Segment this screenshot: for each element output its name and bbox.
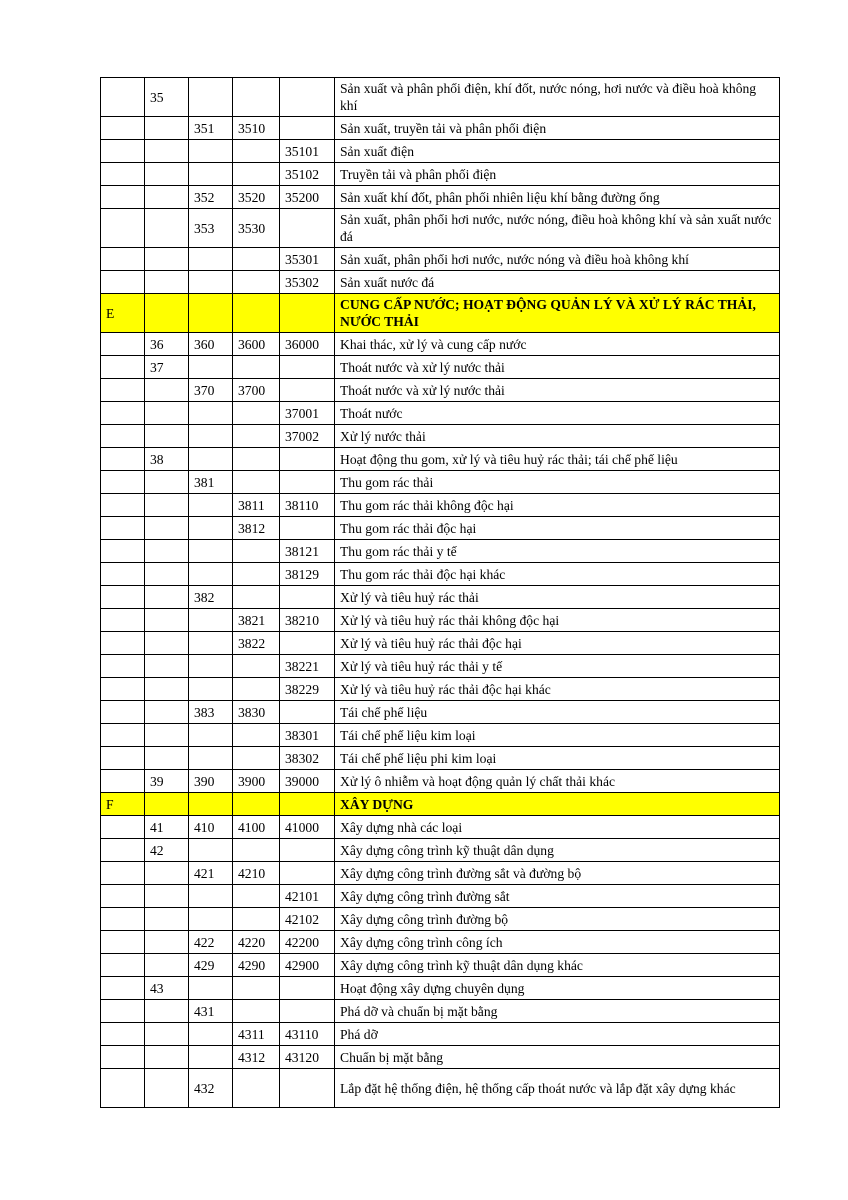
code-level-4-cell	[233, 163, 280, 186]
code-level-3-cell	[189, 1046, 233, 1069]
code-level-5-cell: 37002	[280, 425, 335, 448]
code-level-2-cell: 35	[145, 78, 189, 117]
code-level-4-cell	[233, 977, 280, 1000]
description-cell: Xử lý và tiêu huỷ rác thải độc hại	[335, 632, 780, 655]
description-cell: Xây dựng công trình kỹ thuật dân dụng	[335, 839, 780, 862]
code-level-5-cell	[280, 701, 335, 724]
code-level-1-cell	[101, 632, 145, 655]
code-level-3-cell	[189, 248, 233, 271]
code-level-4-cell: 3830	[233, 701, 280, 724]
code-level-2-cell: 39	[145, 770, 189, 793]
table-row	[101, 425, 780, 448]
code-level-5-cell: 38129	[280, 563, 335, 586]
code-level-3-cell	[189, 793, 233, 816]
table-row	[101, 209, 780, 248]
code-level-4-cell	[233, 448, 280, 471]
description-cell: Chuẩn bị mặt bằng	[335, 1046, 780, 1069]
table-row	[101, 186, 780, 209]
description-cell: Thu gom rác thải không độc hại	[335, 494, 780, 517]
code-level-5-cell	[280, 294, 335, 333]
table-row	[101, 678, 780, 701]
code-level-2-cell: 37	[145, 356, 189, 379]
code-level-5-cell: 39000	[280, 770, 335, 793]
code-level-2-cell	[145, 425, 189, 448]
table-row	[101, 1023, 780, 1046]
code-level-1-cell	[101, 379, 145, 402]
description-cell: Sản xuất, phân phối hơi nước, nước nóng và điều hoà không khí	[335, 248, 780, 271]
table-row	[101, 609, 780, 632]
code-level-4-cell	[233, 1069, 280, 1108]
code-level-1-cell	[101, 724, 145, 747]
code-level-4-cell	[233, 586, 280, 609]
code-level-2-cell	[145, 471, 189, 494]
code-level-2-cell	[145, 117, 189, 140]
code-level-2-cell	[145, 271, 189, 294]
code-level-4-cell: 3530	[233, 209, 280, 248]
table-row	[101, 517, 780, 540]
code-level-2-cell	[145, 586, 189, 609]
code-level-4-cell	[233, 1000, 280, 1023]
code-level-1-cell	[101, 954, 145, 977]
code-level-2-cell: 38	[145, 448, 189, 471]
code-level-2-cell	[145, 908, 189, 931]
code-level-1-cell	[101, 186, 145, 209]
code-level-5-cell	[280, 839, 335, 862]
code-level-5-cell: 43120	[280, 1046, 335, 1069]
code-level-4-cell: 4312	[233, 1046, 280, 1069]
code-level-4-cell	[233, 839, 280, 862]
code-level-3-cell: 351	[189, 117, 233, 140]
code-level-4-cell	[233, 885, 280, 908]
code-level-1-cell	[101, 862, 145, 885]
code-level-4-cell: 3900	[233, 770, 280, 793]
code-level-3-cell	[189, 655, 233, 678]
code-level-3-cell: 382	[189, 586, 233, 609]
description-cell: Xử lý nước thải	[335, 425, 780, 448]
code-level-1-cell	[101, 471, 145, 494]
code-level-4-cell	[233, 248, 280, 271]
code-level-2-cell	[145, 186, 189, 209]
table-row	[101, 140, 780, 163]
code-level-5-cell	[280, 586, 335, 609]
code-level-5-cell	[280, 977, 335, 1000]
code-level-5-cell	[280, 517, 335, 540]
code-level-2-cell	[145, 402, 189, 425]
code-level-2-cell	[145, 747, 189, 770]
code-level-4-cell	[233, 271, 280, 294]
table-row	[101, 724, 780, 747]
code-level-2-cell	[145, 609, 189, 632]
code-level-2-cell	[145, 379, 189, 402]
code-level-5-cell: 37001	[280, 402, 335, 425]
code-level-3-cell	[189, 402, 233, 425]
description-cell: Khai thác, xử lý và cung cấp nước	[335, 333, 780, 356]
code-level-3-cell: 410	[189, 816, 233, 839]
description-cell: Tái chế phế liệu	[335, 701, 780, 724]
code-level-4-cell: 4210	[233, 862, 280, 885]
code-level-3-cell: 353	[189, 209, 233, 248]
code-level-1-cell	[101, 540, 145, 563]
description-cell: Xây dựng công trình kỹ thuật dân dụng khác	[335, 954, 780, 977]
industry-code-table	[100, 77, 780, 1108]
code-level-1-cell	[101, 209, 145, 248]
code-level-5-cell: 38301	[280, 724, 335, 747]
description-cell: Sản xuất và phân phối điện, khí đốt, nước nóng, hơi nước và điều hoà không khí	[335, 78, 780, 117]
code-level-2-cell	[145, 793, 189, 816]
description-cell: Sản xuất khí đốt, phân phối nhiên liệu khí bằng đường ống	[335, 186, 780, 209]
table-row	[101, 816, 780, 839]
code-level-5-cell: 43110	[280, 1023, 335, 1046]
code-level-5-cell	[280, 379, 335, 402]
code-level-1-cell	[101, 517, 145, 540]
code-level-2-cell	[145, 140, 189, 163]
table-row	[101, 448, 780, 471]
table-row	[101, 701, 780, 724]
code-level-3-cell	[189, 885, 233, 908]
code-level-2-cell: 41	[145, 816, 189, 839]
description-cell: Xử lý ô nhiễm và hoạt động quản lý chất thải khác	[335, 770, 780, 793]
code-level-5-cell	[280, 793, 335, 816]
code-level-4-cell	[233, 78, 280, 117]
code-level-4-cell	[233, 908, 280, 931]
code-level-3-cell: 422	[189, 931, 233, 954]
code-level-2-cell	[145, 655, 189, 678]
code-level-3-cell: 370	[189, 379, 233, 402]
table-row	[101, 540, 780, 563]
table-row	[101, 954, 780, 977]
description-cell: Phá dỡ và chuẩn bị mặt bằng	[335, 1000, 780, 1023]
code-level-5-cell	[280, 117, 335, 140]
description-cell: Tái chế phế liệu phi kim loại	[335, 747, 780, 770]
code-level-2-cell: 43	[145, 977, 189, 1000]
table-row	[101, 1046, 780, 1069]
table-row	[101, 471, 780, 494]
code-level-1-cell	[101, 1069, 145, 1108]
code-level-5-cell: 42101	[280, 885, 335, 908]
code-level-4-cell: 3600	[233, 333, 280, 356]
code-level-2-cell	[145, 885, 189, 908]
code-level-5-cell	[280, 448, 335, 471]
code-level-3-cell	[189, 977, 233, 1000]
code-level-2-cell	[145, 494, 189, 517]
description-cell: Thu gom rác thải độc hại khác	[335, 563, 780, 586]
code-level-2-cell	[145, 294, 189, 333]
code-level-4-cell	[233, 140, 280, 163]
code-level-3-cell: 383	[189, 701, 233, 724]
code-level-2-cell	[145, 1046, 189, 1069]
code-level-3-cell: 431	[189, 1000, 233, 1023]
code-level-2-cell	[145, 701, 189, 724]
code-level-3-cell	[189, 747, 233, 770]
code-level-4-cell: 3822	[233, 632, 280, 655]
table-row	[101, 379, 780, 402]
code-level-5-cell: 35302	[280, 271, 335, 294]
description-cell: Thoát nước và xử lý nước thải	[335, 379, 780, 402]
description-cell: Thu gom rác thải	[335, 471, 780, 494]
code-level-1-cell	[101, 563, 145, 586]
description-cell: Truyền tải và phân phối điện	[335, 163, 780, 186]
code-level-2-cell	[145, 954, 189, 977]
code-level-4-cell: 4220	[233, 931, 280, 954]
code-level-2-cell	[145, 517, 189, 540]
table-body	[101, 78, 780, 1108]
code-level-3-cell: 432	[189, 1069, 233, 1108]
description-cell: Thu gom rác thải độc hại	[335, 517, 780, 540]
code-level-5-cell	[280, 862, 335, 885]
table-row	[101, 494, 780, 517]
table-row	[101, 117, 780, 140]
code-level-5-cell	[280, 78, 335, 117]
code-level-4-cell	[233, 425, 280, 448]
code-level-5-cell: 38210	[280, 609, 335, 632]
table-row	[101, 563, 780, 586]
code-level-4-cell: 4311	[233, 1023, 280, 1046]
code-level-2-cell	[145, 862, 189, 885]
code-level-5-cell	[280, 471, 335, 494]
code-level-4-cell	[233, 793, 280, 816]
code-level-1-cell	[101, 977, 145, 1000]
code-level-1-cell	[101, 678, 145, 701]
table-row	[101, 1000, 780, 1023]
code-level-3-cell	[189, 140, 233, 163]
code-level-3-cell: 421	[189, 862, 233, 885]
code-level-2-cell	[145, 563, 189, 586]
code-level-1-cell	[101, 586, 145, 609]
code-level-3-cell: 429	[189, 954, 233, 977]
table-row	[101, 839, 780, 862]
table-row	[101, 770, 780, 793]
table-row	[101, 78, 780, 117]
table-row	[101, 862, 780, 885]
code-level-5-cell	[280, 1069, 335, 1108]
code-level-1-cell	[101, 655, 145, 678]
code-level-5-cell	[280, 632, 335, 655]
code-level-1-cell: E	[101, 294, 145, 333]
code-level-2-cell	[145, 540, 189, 563]
code-level-4-cell: 4100	[233, 816, 280, 839]
code-level-5-cell: 38110	[280, 494, 335, 517]
code-level-1-cell	[101, 402, 145, 425]
code-level-3-cell	[189, 78, 233, 117]
code-level-4-cell: 3811	[233, 494, 280, 517]
code-level-5-cell	[280, 1000, 335, 1023]
table-row	[101, 248, 780, 271]
code-level-1-cell	[101, 78, 145, 117]
code-level-5-cell: 35101	[280, 140, 335, 163]
section-row	[101, 793, 780, 816]
code-level-3-cell	[189, 448, 233, 471]
code-level-3-cell	[189, 908, 233, 931]
code-level-4-cell: 3821	[233, 609, 280, 632]
code-level-1-cell	[101, 248, 145, 271]
code-level-4-cell: 3510	[233, 117, 280, 140]
table-row	[101, 402, 780, 425]
code-level-1-cell	[101, 448, 145, 471]
description-cell: Sản xuất, phân phối hơi nước, nước nóng, điều hoà không khí và sản xuất nước đá	[335, 209, 780, 248]
code-level-3-cell	[189, 494, 233, 517]
table-row	[101, 271, 780, 294]
code-level-5-cell: 35301	[280, 248, 335, 271]
code-level-3-cell	[189, 1023, 233, 1046]
code-level-4-cell	[233, 563, 280, 586]
description-cell: CUNG CẤP NƯỚC; HOẠT ĐỘNG QUẢN LÝ VÀ XỬ LÝ RÁC THẢI, NƯỚC THẢI	[335, 294, 780, 333]
code-level-1-cell	[101, 885, 145, 908]
code-level-5-cell	[280, 356, 335, 379]
code-level-1-cell	[101, 931, 145, 954]
table-row	[101, 1069, 780, 1108]
description-cell: Sản xuất, truyền tải và phân phối điện	[335, 117, 780, 140]
description-cell: Xử lý và tiêu huỷ rác thải y tế	[335, 655, 780, 678]
code-level-1-cell	[101, 1000, 145, 1023]
code-level-4-cell	[233, 402, 280, 425]
code-level-4-cell	[233, 356, 280, 379]
code-level-3-cell	[189, 356, 233, 379]
code-level-1-cell	[101, 117, 145, 140]
code-level-4-cell	[233, 540, 280, 563]
code-level-3-cell	[189, 425, 233, 448]
description-cell: Lắp đặt hệ thống điện, hệ thống cấp thoát nước và lắp đặt xây dựng khác	[335, 1069, 780, 1108]
description-cell: Xử lý và tiêu huỷ rác thải không độc hại	[335, 609, 780, 632]
code-level-2-cell	[145, 632, 189, 655]
description-cell: XÂY DỰNG	[335, 793, 780, 816]
description-cell: Tái chế phế liệu kim loại	[335, 724, 780, 747]
code-level-2-cell	[145, 678, 189, 701]
code-level-2-cell: 42	[145, 839, 189, 862]
description-cell: Xây dựng công trình đường bộ	[335, 908, 780, 931]
table-row	[101, 885, 780, 908]
code-level-3-cell	[189, 271, 233, 294]
description-cell: Sản xuất điện	[335, 140, 780, 163]
code-level-3-cell	[189, 839, 233, 862]
code-level-3-cell	[189, 540, 233, 563]
code-level-1-cell	[101, 609, 145, 632]
code-level-1-cell	[101, 163, 145, 186]
code-level-3-cell	[189, 563, 233, 586]
table-row	[101, 333, 780, 356]
code-level-4-cell: 3812	[233, 517, 280, 540]
code-level-4-cell	[233, 747, 280, 770]
code-level-5-cell: 41000	[280, 816, 335, 839]
description-cell: Xử lý và tiêu huỷ rác thải độc hại khác	[335, 678, 780, 701]
code-level-4-cell	[233, 471, 280, 494]
code-level-1-cell	[101, 140, 145, 163]
code-level-4-cell: 3520	[233, 186, 280, 209]
section-row	[101, 294, 780, 333]
code-level-5-cell: 35102	[280, 163, 335, 186]
code-level-3-cell: 352	[189, 186, 233, 209]
code-level-3-cell: 360	[189, 333, 233, 356]
table-row	[101, 586, 780, 609]
code-level-4-cell: 4290	[233, 954, 280, 977]
description-cell: Xây dựng nhà các loại	[335, 816, 780, 839]
code-level-3-cell	[189, 678, 233, 701]
code-level-1-cell	[101, 356, 145, 379]
code-level-4-cell	[233, 294, 280, 333]
code-level-1-cell	[101, 816, 145, 839]
code-level-5-cell	[280, 209, 335, 248]
code-level-1-cell	[101, 908, 145, 931]
description-cell: Thoát nước và xử lý nước thải	[335, 356, 780, 379]
table-row	[101, 356, 780, 379]
code-level-3-cell	[189, 609, 233, 632]
code-level-1-cell	[101, 494, 145, 517]
code-level-3-cell: 390	[189, 770, 233, 793]
code-level-5-cell: 36000	[280, 333, 335, 356]
code-level-2-cell	[145, 163, 189, 186]
code-level-1-cell	[101, 425, 145, 448]
code-level-5-cell: 38229	[280, 678, 335, 701]
code-level-5-cell: 38121	[280, 540, 335, 563]
code-level-1-cell	[101, 333, 145, 356]
code-level-1-cell	[101, 747, 145, 770]
code-level-4-cell	[233, 678, 280, 701]
code-level-2-cell	[145, 931, 189, 954]
code-level-4-cell: 3700	[233, 379, 280, 402]
code-level-1-cell: F	[101, 793, 145, 816]
table-row	[101, 747, 780, 770]
code-level-1-cell	[101, 1023, 145, 1046]
description-cell: Thoát nước	[335, 402, 780, 425]
code-level-1-cell	[101, 1046, 145, 1069]
code-level-2-cell: 36	[145, 333, 189, 356]
code-level-3-cell	[189, 163, 233, 186]
code-level-4-cell	[233, 655, 280, 678]
table-row	[101, 977, 780, 1000]
code-level-2-cell	[145, 1023, 189, 1046]
code-level-4-cell	[233, 724, 280, 747]
description-cell: Xây dựng công trình đường sắt và đường bộ	[335, 862, 780, 885]
code-level-5-cell: 42200	[280, 931, 335, 954]
code-level-2-cell	[145, 1000, 189, 1023]
code-level-5-cell: 38221	[280, 655, 335, 678]
description-cell: Hoạt động thu gom, xử lý và tiêu huỷ rác thải; tái chế phế liệu	[335, 448, 780, 471]
table-row	[101, 908, 780, 931]
code-level-3-cell	[189, 294, 233, 333]
table-row	[101, 632, 780, 655]
description-cell: Thu gom rác thải y tế	[335, 540, 780, 563]
description-cell: Phá dỡ	[335, 1023, 780, 1046]
table-row	[101, 655, 780, 678]
description-cell: Xây dựng công trình công ích	[335, 931, 780, 954]
table-row	[101, 931, 780, 954]
table-row	[101, 163, 780, 186]
code-level-1-cell	[101, 701, 145, 724]
code-level-2-cell	[145, 209, 189, 248]
code-level-3-cell	[189, 724, 233, 747]
code-level-5-cell: 38302	[280, 747, 335, 770]
description-cell: Xây dựng công trình đường sắt	[335, 885, 780, 908]
code-level-3-cell	[189, 632, 233, 655]
code-level-3-cell: 381	[189, 471, 233, 494]
code-level-1-cell	[101, 271, 145, 294]
code-level-2-cell	[145, 724, 189, 747]
code-level-1-cell	[101, 770, 145, 793]
description-cell: Xử lý và tiêu huỷ rác thải	[335, 586, 780, 609]
code-level-5-cell: 42102	[280, 908, 335, 931]
code-level-5-cell: 35200	[280, 186, 335, 209]
code-level-3-cell	[189, 517, 233, 540]
code-level-1-cell	[101, 839, 145, 862]
description-cell: Sản xuất nước đá	[335, 271, 780, 294]
description-cell: Hoạt động xây dựng chuyên dụng	[335, 977, 780, 1000]
code-level-2-cell	[145, 248, 189, 271]
code-level-2-cell	[145, 1069, 189, 1108]
code-level-5-cell: 42900	[280, 954, 335, 977]
